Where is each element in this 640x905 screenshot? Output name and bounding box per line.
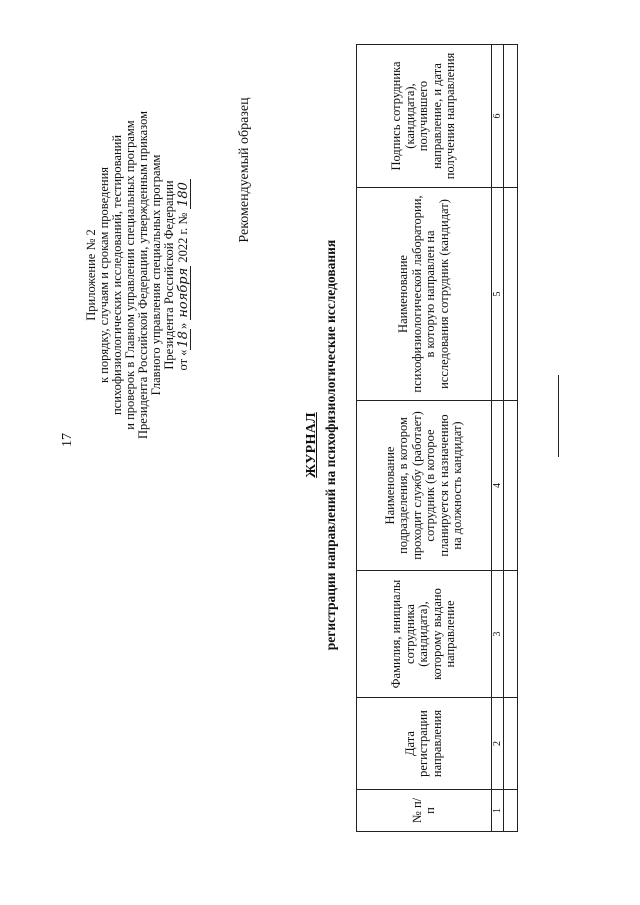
header-cell: Наименование психофизиологической лаборатории, в которую направлен на исследования сотрудник (кандидат) — [357, 188, 492, 401]
order-date-line — [177, 55, 191, 495]
register-table — [356, 44, 518, 832]
column-number-cell: 1 — [492, 790, 504, 832]
column-number-cell: 5 — [492, 188, 504, 401]
header-cell: Фамилия, инициалы сотрудника (кандидата), которому выдано направление — [357, 571, 492, 698]
appendix-line: Президента Российской Федерации, утвержденным приказом — [136, 110, 150, 440]
appendix-line: и проверок в Главном управлении специальных программ — [123, 120, 137, 430]
empty-table-row — [504, 45, 518, 832]
date-year: 2022 г. № — [176, 212, 190, 263]
header-cell: Наименование подразделения, в котором проходит службу (работает) сотрудник (в которое планируется к назначению на должность кандидат) — [357, 401, 492, 571]
appendix-line: Президента Российской Федерации — [162, 180, 176, 370]
column-number-cell: 2 — [492, 698, 504, 790]
page-number: 17 — [60, 433, 75, 447]
header-cell: Подпись сотрудника (кандидата), получившего направление, и дата получения направления — [357, 45, 492, 188]
journal-title: ЖУРНАЛ — [304, 412, 319, 478]
column-number-cell: 6 — [492, 45, 504, 188]
appendix-line: Главного управления специальных программ — [149, 154, 163, 396]
header-cell: № п/п — [357, 790, 492, 832]
date-quote: » — [176, 322, 190, 330]
column-number-cell: 3 — [492, 571, 504, 698]
appendix-title: Приложение № 2 — [84, 229, 98, 321]
date-prefix: от « — [176, 349, 190, 371]
rotated-document-page — [20, 10, 620, 895]
sample-note: Рекомендуемый образец — [237, 97, 252, 243]
handwritten-day: 18 — [176, 331, 191, 348]
column-number-row — [492, 45, 504, 832]
empty-cell — [504, 698, 518, 790]
table-header-row — [357, 45, 492, 832]
empty-cell — [504, 45, 518, 188]
appendix-header — [85, 55, 191, 495]
footnote-separator-line — [558, 375, 559, 457]
journal-subtitle: регистрации направлений на психофизиологические исследования — [323, 239, 338, 651]
header-cell: Дата регистрации направления — [357, 698, 492, 790]
empty-cell — [504, 571, 518, 698]
column-number-cell: 4 — [492, 401, 504, 571]
handwritten-order-number: 180 — [178, 180, 191, 210]
appendix-line: психофизиологических исследований, тестирований — [110, 134, 124, 416]
handwritten-month: ноября — [176, 267, 191, 318]
empty-cell — [504, 188, 518, 401]
journal-title-block — [304, 95, 339, 795]
empty-cell — [504, 790, 518, 832]
empty-cell — [504, 401, 518, 571]
appendix-line: к порядку, случаям и срокам проведения — [97, 166, 111, 384]
